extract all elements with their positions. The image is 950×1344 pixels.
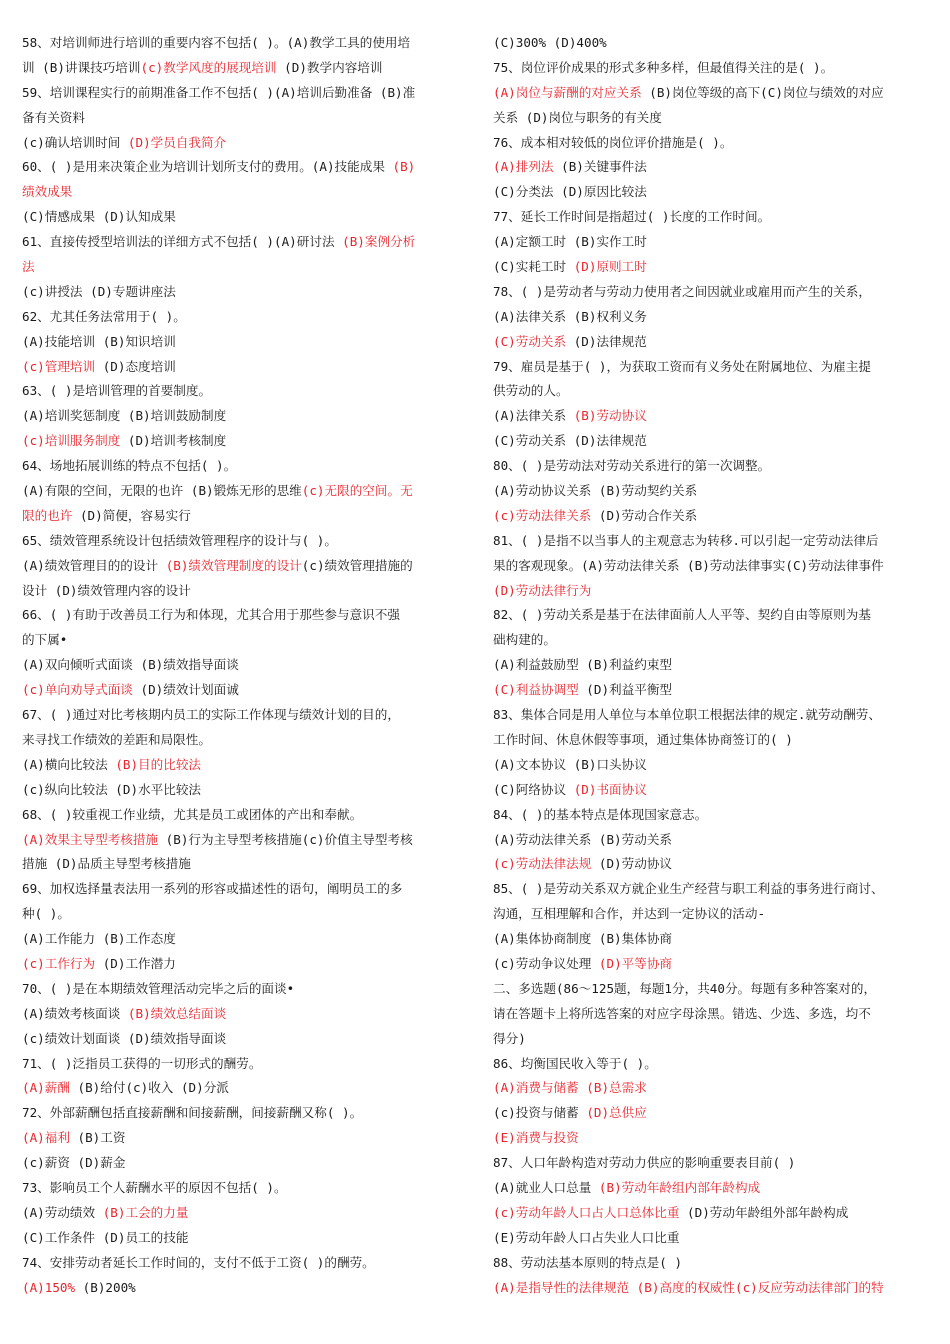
text-line <box>493 454 938 479</box>
answer-text: (A)效果主导型考核措施 <box>22 831 159 847</box>
text-line <box>493 1126 938 1151</box>
question-text: 70、( )是在本期绩效管理活动完毕之后的面谈• <box>22 980 295 996</box>
text-line <box>22 902 467 927</box>
text-line <box>493 1076 938 1101</box>
text-line <box>22 305 467 330</box>
text-line <box>22 230 467 255</box>
answer-text: (B)绩效总结面谈 <box>127 1005 227 1021</box>
text-line <box>493 927 938 952</box>
text-line <box>493 1002 938 1027</box>
text-line <box>493 653 938 678</box>
answer-text: (C)劳动关系 <box>493 333 567 349</box>
text-line <box>22 180 467 205</box>
question-text: (c)绩效计划面谈 (D)绩效指导面谈 <box>22 1030 227 1046</box>
question-text: 备有关资料 <box>22 109 85 125</box>
question-text: (A)培训奖惩制度 (B)培训鼓励制度 <box>22 408 227 424</box>
left-column <box>22 31 467 1300</box>
question-text: (B)200% <box>75 1279 136 1295</box>
question-text: (c)绩效管理措施的 <box>301 557 413 573</box>
answer-text: (c)工作行为 <box>22 955 96 971</box>
question-text: (A)劳动绩效 <box>22 1204 103 1220</box>
question-text: 60、( )是用来决策企业为培训计划所支付的费用。(A)技能成果 <box>22 159 393 175</box>
question-text: 训 (B)讲课技巧培训 <box>22 59 141 75</box>
answer-text: (c)劳动法律关系 <box>493 507 592 523</box>
question-text: 关系 (D)岗位与职务的有关度 <box>493 109 662 125</box>
question-text: (C)300% (D)400% <box>493 35 607 50</box>
question-text: 种( )。 <box>22 906 70 922</box>
text-line <box>493 379 938 404</box>
question-text: (A)工作能力 (B)工作态度 <box>22 931 176 947</box>
text-line <box>493 404 938 429</box>
question-text: (D)劳动年龄组外部年龄构成 <box>679 1204 849 1220</box>
text-line <box>493 31 938 56</box>
text-line <box>493 1226 938 1251</box>
question-text: (D)法律规范 <box>566 333 647 349</box>
question-text: (A)横向比较法 <box>22 756 116 772</box>
answer-text: 法 <box>22 259 35 275</box>
text-line <box>22 952 467 977</box>
text-line <box>22 1176 467 1201</box>
question-text: 58、对培训师进行培训的重要内容不包括( )。(A)教学工具的使用培 <box>22 35 411 50</box>
text-line <box>22 877 467 902</box>
text-line <box>22 1201 467 1226</box>
question-text: (B)工资 <box>69 1130 126 1146</box>
question-text: (A)双向倾听式面谈 (B)绩效指导面谈 <box>22 657 239 673</box>
question-text: 请在答题卡上将所选答案的对应字母涂黑。错选、少选、多选，均不 <box>493 1005 871 1021</box>
question-text: (C)阿络协议 <box>493 781 574 797</box>
answer-text: (E)消费与投资 <box>493 1130 579 1146</box>
text-line <box>22 603 467 628</box>
answer-text: (A)福利 <box>22 1130 70 1146</box>
question-text: (c)投资与储蓄 <box>493 1105 587 1121</box>
text-line <box>493 1251 938 1276</box>
text-line <box>493 131 938 156</box>
text-line <box>493 155 938 180</box>
text-line <box>22 703 467 728</box>
text-line <box>493 1052 938 1077</box>
question-text: (A)技能培训 (B)知识培训 <box>22 333 176 349</box>
text-line <box>22 1052 467 1077</box>
text-line <box>493 56 938 81</box>
text-line <box>493 728 938 753</box>
question-text: 果的客观现象。(A)劳动法律关系 (B)劳动法律事实(C)劳动法律事件 <box>493 557 884 573</box>
question-text: 65、绩效管理系统设计包括绩效管理程序的设计与( )。 <box>22 532 337 548</box>
question-text: 87、人口年龄构造对劳动力供应的影响重要表目前( ) <box>493 1155 796 1171</box>
text-line <box>493 81 938 106</box>
question-text: 59、培训课程实行的前期准备工作不包括( )(A)培训后勤准备 (B)准 <box>22 84 416 100</box>
answer-text: (D)书面协议 <box>573 781 647 797</box>
question-text: 82、( )劳动关系是基于在法律面前人人平等、契约自由等原则为基 <box>493 607 871 623</box>
text-line <box>22 1276 467 1301</box>
question-text: 64、场地拓展训练的特点不包括( )。 <box>22 458 237 474</box>
text-line <box>493 180 938 205</box>
question-text: 63、( )是培训管理的首要制度。 <box>22 383 212 399</box>
text-line <box>493 703 938 728</box>
answer-text: (c)劳动年龄人口占人口总体比重 <box>493 1204 680 1220</box>
text-line <box>22 56 467 81</box>
question-text: (D)态度培训 <box>95 358 176 374</box>
text-line <box>22 454 467 479</box>
text-line <box>493 1101 938 1126</box>
answer-text: (D)平等协商 <box>598 955 673 971</box>
text-line <box>22 131 467 156</box>
text-line <box>493 280 938 305</box>
text-line <box>493 952 938 977</box>
text-line <box>493 1276 938 1301</box>
question-text: 85、( )是劳动关系双方就企业生产经营与职工利益的事务进行商讨、 <box>493 881 884 897</box>
text-line <box>22 678 467 703</box>
text-line <box>493 828 938 853</box>
text-line <box>493 803 938 828</box>
text-line <box>493 355 938 380</box>
question-text: 76、成本相对较低的岗位评价措施是( )。 <box>493 134 733 150</box>
text-line <box>22 628 467 653</box>
question-text: (B)给付(c)收入 (D)分派 <box>69 1080 229 1096</box>
text-line <box>22 927 467 952</box>
question-text: (D)培训考核制度 <box>120 433 227 449</box>
question-text: (A)法律关系 <box>493 408 574 424</box>
question-text: 74、安排劳动者延长工作时间的，支付不低于工资( )的酬劳。 <box>22 1254 375 1270</box>
answer-text: 绩效成果 <box>22 184 73 200</box>
answer-text: (A)薪酬 <box>22 1080 70 1096</box>
text-line <box>493 579 938 604</box>
question-text: (C)情感成果 (D)认知成果 <box>22 209 176 225</box>
answer-text: (B)劳动年龄组内部年龄构成 <box>598 1179 761 1195</box>
question-text: 69、加权选择量表法用一系列的形容或描述性的语句，阐明员工的多 <box>22 881 403 897</box>
question-text: 66、( )有助于改善员工行为和体现，尤其合用于那些参与意识不强 <box>22 607 400 623</box>
text-line <box>493 1151 938 1176</box>
text-line <box>22 1151 467 1176</box>
text-line <box>22 355 467 380</box>
answer-text: (B)绩效管理制度的设计 <box>165 557 302 573</box>
answer-text: (D)学员自我简介 <box>127 134 227 150</box>
answer-text: (c)劳动法律法规 <box>493 856 592 872</box>
question-text: 83、集体合同是用人单位与本单位职工根据法律的规定.就劳动酬劳、 <box>493 707 881 723</box>
text-line <box>22 1076 467 1101</box>
question-text: 78、( )是劳动者与劳动力使用者之间因就业或雇用而产生的关系， <box>493 283 871 299</box>
text-line <box>22 1002 467 1027</box>
question-text: (c)讲授法 (D)专题讲座法 <box>22 283 176 299</box>
answer-text: (c)培训服务制度 <box>22 433 121 449</box>
question-text: (A)文本协议 (B)口头协议 <box>493 756 647 772</box>
answer-text: (B)目的比较法 <box>115 756 202 772</box>
text-line <box>22 778 467 803</box>
answer-text: (D)劳动法律行为 <box>493 582 592 598</box>
question-text: (D)工作潜力 <box>95 955 176 971</box>
answer-text: (B) <box>392 159 416 175</box>
text-line <box>493 902 938 927</box>
answer-text: (B)劳动协议 <box>573 408 647 424</box>
question-text: (A)劳动协议关系 (B)劳动契约关系 <box>493 483 698 499</box>
text-line <box>22 828 467 853</box>
text-line <box>493 230 938 255</box>
answer-text: (D)原则工时 <box>573 259 647 275</box>
question-text: (c)纵向比较法 (D)水平比较法 <box>22 781 202 797</box>
text-line <box>22 728 467 753</box>
text-line <box>22 379 467 404</box>
question-text: 80、( )是劳动法对劳动关系进行的第一次调整。 <box>493 458 771 474</box>
question-text: (c)确认培训时间 <box>22 134 128 150</box>
question-text: (B)岗位等级的高下(C)岗位与绩效的对应 <box>641 84 884 100</box>
text-line <box>493 305 938 330</box>
question-text: 础构建的。 <box>493 632 556 648</box>
question-text: 86、均衡国民收入等于( )。 <box>493 1055 657 1071</box>
question-text: (A)有限的空间，无限的也许 (B)锻炼无形的思维 <box>22 483 302 499</box>
question-text: 措施 (D)品质主导型考核措施 <box>22 856 191 872</box>
text-line <box>493 504 938 529</box>
text-line <box>22 106 467 131</box>
question-text: (A)利益鼓励型 (B)利益约束型 <box>493 657 673 673</box>
question-text: (D)劳动协议 <box>591 856 673 872</box>
text-line <box>493 877 938 902</box>
question-text: (D)利益平衡型 <box>578 682 673 698</box>
text-line <box>493 255 938 280</box>
answer-text: (C)利益协调型 <box>493 682 579 698</box>
answer-text: (B)案例分析 <box>342 234 416 250</box>
question-text: 72、外部薪酬包括直接薪酬和间接薪酬，间接薪酬又称( )。 <box>22 1105 363 1121</box>
question-text: 的下属• <box>22 632 68 648</box>
question-text: (B)行为主导型考核措施(c)价值主导型考核 <box>158 831 413 847</box>
question-text: (A)集体协商制度 (B)集体协商 <box>493 931 673 947</box>
question-text: 供劳动的人。 <box>493 383 569 399</box>
question-text: 71、( )泛指员工获得的一切形式的酬劳。 <box>22 1055 262 1071</box>
text-line <box>22 81 467 106</box>
question-text: (B)关键事件法 <box>553 159 647 175</box>
text-line <box>493 603 938 628</box>
text-line <box>493 529 938 554</box>
text-line <box>493 778 938 803</box>
text-line <box>493 678 938 703</box>
question-text: (E)劳动年龄人口占失业人口比重 <box>493 1229 680 1245</box>
text-line <box>22 479 467 504</box>
text-line <box>493 1027 938 1052</box>
question-text: 73、影响员工个人薪酬水平的原因不包括( )。 <box>22 1179 287 1195</box>
text-line <box>22 330 467 355</box>
text-line <box>22 1226 467 1251</box>
text-line <box>22 205 467 230</box>
text-line <box>22 1126 467 1151</box>
text-line <box>22 429 467 454</box>
text-line <box>493 1201 938 1226</box>
question-text: 81、( )是指不以当事人的主观意志为转移.可以引起一定劳动法律后 <box>493 532 879 548</box>
text-line <box>22 280 467 305</box>
question-text: (A)绩效管理目的的设计 <box>22 557 166 573</box>
text-line <box>22 753 467 778</box>
question-text: (C)劳动关系 (D)法律规范 <box>493 433 647 449</box>
answer-text: (c)无限的空间。无 <box>301 483 413 499</box>
text-line <box>22 529 467 554</box>
text-line <box>22 803 467 828</box>
question-text: (D)劳动合作关系 <box>591 507 698 523</box>
question-text: (C)工作条件 (D)员工的技能 <box>22 1229 189 1245</box>
question-text: (D)绩效计划面诚 <box>132 682 239 698</box>
answer-text: 限的也许 <box>22 507 73 523</box>
text-line <box>22 155 467 180</box>
text-line <box>22 31 467 56</box>
text-line <box>493 852 938 877</box>
question-text: (c)薪资 (D)薪金 <box>22 1155 126 1171</box>
question-text: 79、雇员是基于( )，为获取工资而有义务处在附属地位、为雇主提 <box>493 358 871 374</box>
question-text: 来寻找工作绩效的差距和局限性。 <box>22 731 211 747</box>
question-text: 67、( )通过对比考核期内员工的实际工作体现与绩效计划的目的， <box>22 707 400 723</box>
text-line <box>22 1101 467 1126</box>
text-line <box>22 579 467 604</box>
text-line <box>493 205 938 230</box>
question-text: 77、延长工作时间是指超过( )长度的工作时间。 <box>493 209 771 225</box>
text-line <box>22 653 467 678</box>
answer-text: (B)工会的力量 <box>102 1204 189 1220</box>
answer-text: (A)排列法 <box>493 159 554 175</box>
question-text: 88、劳动法基本原则的特点是( ) <box>493 1254 683 1270</box>
text-line <box>22 554 467 579</box>
text-line <box>493 753 938 778</box>
question-text: 二、多选题(86～125题，每题1分，共40分。每题有多种答案对的， <box>493 980 877 996</box>
answer-text: (A)消费与储蓄 (B)总需求 <box>493 1080 647 1096</box>
question-text: 62、尤其任务法常用于( )。 <box>22 308 186 324</box>
question-text: 工作时间、休息休假等事项，通过集体协商签订的( ) <box>493 731 793 747</box>
text-line <box>493 330 938 355</box>
answer-text: (c)管理培训 <box>22 358 96 374</box>
text-line <box>493 554 938 579</box>
question-text: (D)简便，容易实行 <box>72 507 191 523</box>
text-line <box>22 404 467 429</box>
answer-text: (c)单向劝导式面谈 <box>22 682 133 698</box>
question-text: (A)定额工时 (B)实作工时 <box>493 234 647 250</box>
answer-text: (A)岗位与薪酬的对应关系 <box>493 84 642 100</box>
text-line <box>493 429 938 454</box>
question-text: 84、( )的基本特点是体现国家意志。 <box>493 806 708 822</box>
answer-text: (D)总供应 <box>586 1105 647 1121</box>
answer-text: (A)150% <box>22 1279 76 1295</box>
text-line <box>493 1176 938 1201</box>
right-column <box>493 31 938 1300</box>
text-line <box>22 1251 467 1276</box>
question-text: (A)劳动法律关系 (B)劳动关系 <box>493 831 673 847</box>
question-text: (C)分类法 (D)原因比较法 <box>493 184 647 200</box>
question-text: 75、岗位评价成果的形式多种多样，但最值得关注的是( )。 <box>493 59 834 75</box>
answer-text: (A)是指导性的法律规范 (B)高度的权威性(c)反应劳动法律部门的特 <box>493 1279 884 1295</box>
question-text: (c)劳动争议处理 <box>493 955 599 971</box>
text-line <box>22 504 467 529</box>
answer-text: (c)教学风度的展现培训 <box>140 59 277 75</box>
text-line <box>22 255 467 280</box>
question-text: (A)就业人口总量 <box>493 1179 599 1195</box>
question-text: (C)实耗工时 <box>493 259 574 275</box>
question-text: (D)教学内容培训 <box>276 59 383 75</box>
question-text: (A)法律关系 (B)权利义务 <box>493 308 647 324</box>
question-text: (A)绩效考核面谈 <box>22 1005 128 1021</box>
question-text: 设计 (D)绩效管理内容的设计 <box>22 582 191 598</box>
text-line <box>22 1027 467 1052</box>
question-text: 68、( )较重视工作业绩，尤其是员工或团体的产出和奉献。 <box>22 806 363 822</box>
question-text: 沟通，互相理解和合作，并达到一定协议的活动- <box>493 906 766 922</box>
text-line <box>493 106 938 131</box>
text-line <box>22 977 467 1002</box>
question-text: 得分) <box>493 1030 526 1046</box>
text-line <box>493 628 938 653</box>
question-text: 61、直接传授型培训法的详细方式不包括( )(A)研讨法 <box>22 234 343 250</box>
text-line <box>493 977 938 1002</box>
text-line <box>22 852 467 877</box>
text-line <box>493 479 938 504</box>
